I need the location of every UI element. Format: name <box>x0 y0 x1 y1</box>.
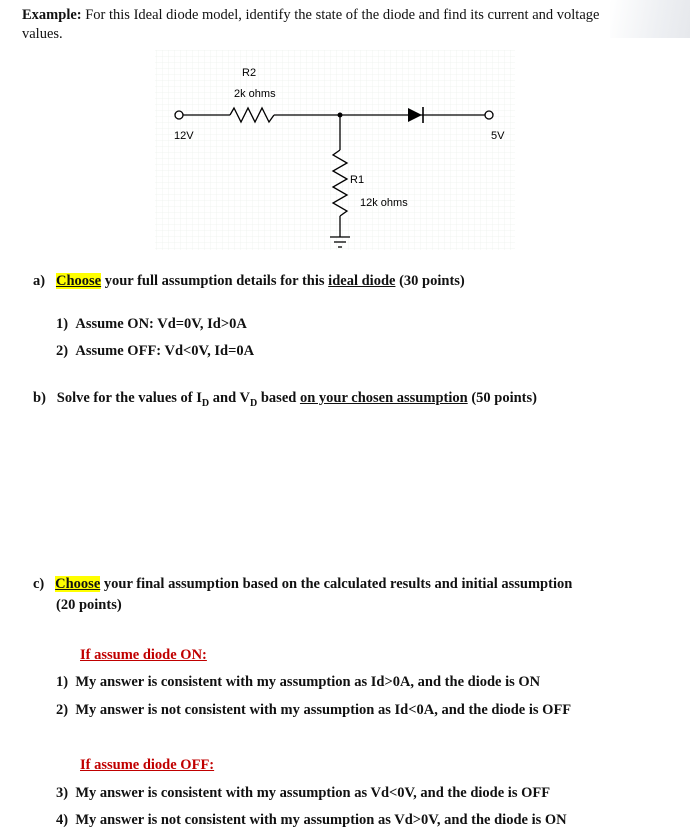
result-2-text: My answer is not consistent with my assumption as Id<0A, and the diode is OFF <box>75 702 572 718</box>
part-b-underlined: on your chosen assumption <box>299 390 468 406</box>
intro-paragraph <box>22 6 622 44</box>
part-c-choose: Choose <box>55 576 101 592</box>
option-2-num: 2) <box>56 343 69 359</box>
input-terminal <box>175 111 183 119</box>
page-shadow <box>610 0 690 38</box>
r1-name: R1 <box>350 174 365 186</box>
result-4 <box>56 812 567 829</box>
result-4-num: 4) <box>56 812 69 828</box>
assume-off-heading: If assume diode OFF: <box>80 757 215 773</box>
result-2-num: 2) <box>56 702 69 718</box>
part-a-letter: a) <box>33 273 46 289</box>
option-1-num: 1) <box>56 316 69 332</box>
result-1-num: 1) <box>56 674 69 690</box>
circuit-diagram <box>150 50 520 255</box>
part-c-points: (20 points) <box>56 597 122 613</box>
part-a-text1: your full assumption details for this <box>101 273 329 289</box>
option-2-text: Assume OFF: Vd<0V, Id=0A <box>75 343 255 359</box>
result-4-text: My answer is not consistent with my assumption as Vd>0V, and the diode is ON <box>75 812 567 828</box>
option-2 <box>56 343 254 360</box>
part-a-text2: (30 points) <box>395 273 465 289</box>
part-a-choose: Choose <box>55 273 102 289</box>
output-voltage: 5V <box>491 130 505 142</box>
r2-name: R2 <box>242 67 257 79</box>
r1-value: 12k ohms <box>360 197 408 209</box>
part-c-text1: your final assumption based on the calculated results and initial assumption <box>100 576 573 592</box>
grid-background <box>155 50 515 250</box>
result-1-text: My answer is consistent with my assumption as Id>0A, and the diode is ON <box>75 674 541 690</box>
assume-on-heading: If assume diode ON: <box>80 647 207 663</box>
output-terminal <box>485 111 493 119</box>
part-b-text4: (50 points) <box>467 390 537 406</box>
intro-label: Example: <box>22 7 82 23</box>
part-c-letter: c) <box>33 576 45 592</box>
result-3-num: 3) <box>56 785 69 801</box>
option-1 <box>56 316 247 333</box>
part-b-text3: based <box>257 390 300 406</box>
part-b-letter: b) <box>33 390 46 406</box>
result-3-text: My answer is consistent with my assumption as Vd<0V, and the diode is OFF <box>75 785 551 801</box>
part-b-text2: and V <box>209 390 250 406</box>
intro-text: For this Ideal diode model, identify the state of the diode and find its current and voltage values. <box>22 7 600 42</box>
result-1 <box>56 674 540 691</box>
junction-node <box>338 113 343 118</box>
part-b-text1: Solve for the values of I <box>56 390 202 406</box>
part-b-question <box>33 390 673 409</box>
part-c-question <box>33 576 673 593</box>
part-b-sub1: D <box>201 397 210 409</box>
part-a-question <box>33 273 653 290</box>
option-1-text: Assume ON: Vd=0V, Id>0A <box>75 316 247 332</box>
r2-value: 2k ohms <box>234 88 276 100</box>
result-2 <box>56 702 571 719</box>
part-a-ideal: ideal diode <box>328 273 396 289</box>
result-3 <box>56 785 550 802</box>
part-b-sub2: D <box>250 397 258 409</box>
input-voltage: 12V <box>174 130 194 142</box>
